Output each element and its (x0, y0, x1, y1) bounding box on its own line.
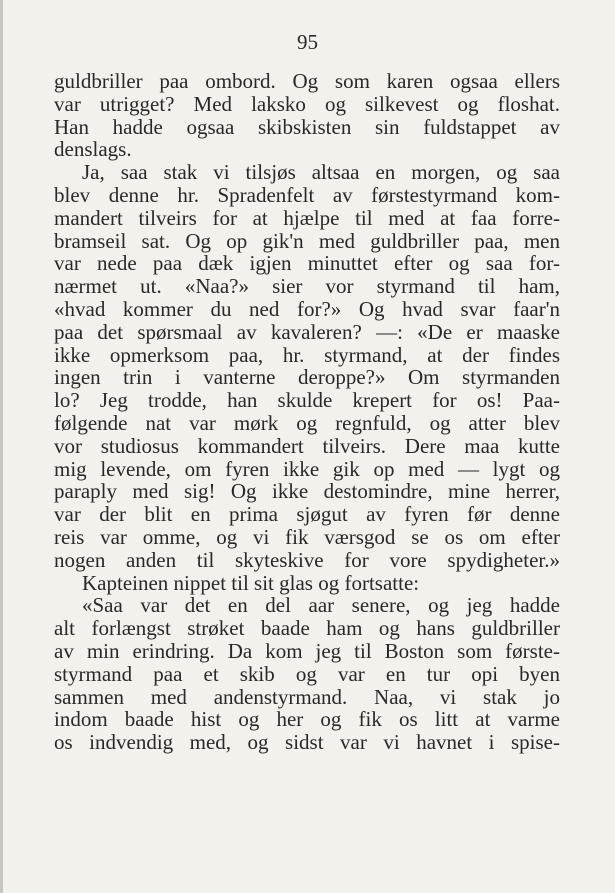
text-line: Kapteinen nippet til sit glas og fortsatte: (82, 570, 420, 595)
text-line: alt forlængst strøket baade ham og hans guldbriller (54, 616, 560, 641)
text-line: følgende nat var mørk og regnfuld, og atter blev (54, 410, 560, 435)
page-edge (0, 0, 3, 893)
text-line: nærmet ut. «Naa?» sier vor styrmand til ham, (54, 274, 560, 299)
body-text (54, 70, 560, 754)
text-line: av min erindring. Da kom jeg til Boston som første- (54, 638, 560, 663)
text-line: «hvad kommer du ned for?» Og hvad svar faar'n (54, 296, 560, 321)
text-line: styrmand paa et skib og var en tur opi byen (54, 661, 560, 686)
text-line: var der blit en prima sjøgut av fyren før denne (54, 502, 560, 527)
text-line: lo? Jeg trodde, han skulde krepert for os! Paa- (54, 388, 560, 413)
text-line: mandert tilveirs for at hjælpe til med at faa forre- (54, 205, 560, 230)
page-number: 95 (297, 30, 318, 54)
text-line: bramseil sat. Og op gik'n med guldbriller paa, men (54, 228, 560, 253)
text-line: denslags. (54, 137, 132, 162)
text-line: os indvendig med, og sidst var vi havnet i spise- (54, 730, 560, 755)
text-line: reis var omme, og vi fik værsgod se os om efter (54, 524, 560, 549)
text-line: blev denne hr. Spradenfelt av førstestyrmand kom- (54, 182, 560, 207)
text-line: guldbriller paa ombord. Og som karen ogsaa ellers (54, 69, 560, 93)
text-line: nogen anden til skyteskive for vore spydigheter.» (54, 547, 560, 572)
text-line: vor studiosus kommandert tilveirs. Dere maa kutte (54, 433, 560, 458)
text-line: ikke opmerksom paa, hr. styrmand, at der findes (54, 342, 560, 367)
text-line: «Saa var det en del aar senere, og jeg hadde (82, 593, 560, 618)
text-line: sammen med andenstyrmand. Naa, vi stak jo (54, 684, 560, 709)
text-line: paraply med sig! Og ikke destomindre, mine herrer, (54, 479, 560, 504)
text-line: Han hadde ogsaa skibskisten sin fuldstappet av (54, 114, 560, 139)
text-line: var utrigget? Med laksko og silkevest og floshat. (54, 91, 560, 116)
text-line: ingen trin i vanterne deroppe?» Om styrmanden (54, 365, 560, 390)
text-line: Ja, saa stak vi tilsjøs altsaa en morgen, og saa (82, 160, 560, 185)
text-line: var nede paa dæk igjen minuttet efter og saa for- (54, 251, 560, 276)
text-line: paa det spørsmaal av kavaleren? —: «De er maaske (54, 319, 560, 344)
text-line: mig levende, om fyren ikke gik op med — lygt og (54, 456, 560, 481)
text-line: indom baade hist og her og fik os litt at varme (54, 707, 560, 732)
